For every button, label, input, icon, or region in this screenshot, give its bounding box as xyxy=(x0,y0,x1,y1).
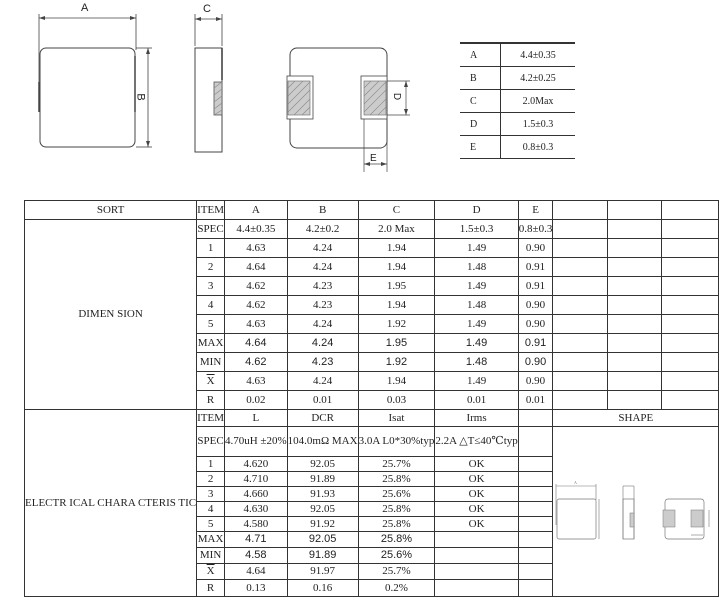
empty-cell xyxy=(518,548,553,564)
empty-cell xyxy=(435,532,518,548)
spec-row xyxy=(460,136,575,159)
col-header-a: A xyxy=(225,201,288,220)
row-label: 4 xyxy=(197,502,225,517)
empty-cell xyxy=(518,487,553,502)
label-e: E xyxy=(370,153,377,164)
empty-cell xyxy=(607,220,661,239)
cell: 1.49 xyxy=(435,239,518,258)
empty-cell xyxy=(518,580,553,597)
cell: 4.62 xyxy=(225,277,288,296)
cell: 0.91 xyxy=(518,277,553,296)
cell: 1.94 xyxy=(358,239,435,258)
empty-cell xyxy=(607,258,661,277)
electrical-header-row xyxy=(25,410,719,427)
empty-cell xyxy=(662,334,719,353)
cell: 4.620 xyxy=(225,457,288,472)
empty-cell xyxy=(435,564,518,580)
cell: 1.94 xyxy=(358,372,435,391)
sort-electrical: ELECTR ICAL CHARA CTERIS TIC xyxy=(25,410,197,597)
empty-cell xyxy=(435,548,518,564)
empty-cell xyxy=(553,334,607,353)
cell: 4.71 xyxy=(225,532,288,548)
cell: 4.710 xyxy=(225,472,288,487)
cell: 1.49 xyxy=(435,277,518,296)
cell: 1.5±0.3 xyxy=(435,220,518,239)
col-header-dcr: DCR xyxy=(287,410,358,427)
empty-cell xyxy=(662,239,719,258)
row-label: R xyxy=(197,391,225,410)
cell: 25.8% xyxy=(358,502,435,517)
cell: 4.4±0.35 xyxy=(225,220,288,239)
cell: 2.2A △T≤40℃typ xyxy=(435,427,518,457)
cell: 4.23 xyxy=(287,296,358,315)
col-header-b: B xyxy=(287,201,358,220)
cell: 1.49 xyxy=(435,372,518,391)
cell: 4.58 xyxy=(225,548,288,564)
empty-cell xyxy=(662,296,719,315)
empty-cell xyxy=(662,391,719,410)
row-label: MIN xyxy=(197,548,225,564)
cell: 1.94 xyxy=(358,258,435,277)
cell: 4.23 xyxy=(287,277,358,296)
cell: 4.63 xyxy=(225,239,288,258)
cell: 1.95 xyxy=(358,277,435,296)
table-row xyxy=(25,220,719,239)
bottom-view-drawing xyxy=(280,40,430,180)
empty-cell xyxy=(553,239,607,258)
cell: OK xyxy=(435,457,518,472)
cell: 1.94 xyxy=(358,296,435,315)
empty-cell xyxy=(518,564,553,580)
empty-cell xyxy=(518,457,553,472)
row-label: MAX xyxy=(197,334,225,353)
row-label: MIN xyxy=(197,353,225,372)
cell: 1.92 xyxy=(358,315,435,334)
col-header-l: L xyxy=(225,410,288,427)
label-b: B xyxy=(134,93,147,101)
cell: 4.63 xyxy=(225,315,288,334)
empty-cell xyxy=(553,391,607,410)
empty-cell xyxy=(553,277,607,296)
shape-header: SHAPE xyxy=(553,410,719,427)
cell: 4.70uH ±20% xyxy=(225,427,288,457)
cell: 0.8±0.3 xyxy=(518,220,553,239)
cell: 1.95 xyxy=(358,334,435,353)
label-d: D xyxy=(391,92,403,101)
spec-key: C xyxy=(460,90,501,113)
cell: 0.01 xyxy=(518,391,553,410)
cell: 4.62 xyxy=(225,296,288,315)
row-label: 2 xyxy=(197,258,225,277)
cell: 4.24 xyxy=(287,334,358,353)
row-label: R xyxy=(197,580,225,597)
row-label: $\overline{X}$ xyxy=(197,564,225,580)
row-label: 4 xyxy=(197,296,225,315)
cell: 1.92 xyxy=(358,353,435,372)
cell: 1.48 xyxy=(435,353,518,372)
cell: 1.48 xyxy=(435,296,518,315)
item-header: ITEM xyxy=(197,410,225,427)
cell: 2.0 Max xyxy=(358,220,435,239)
row-label: 5 xyxy=(197,517,225,532)
empty-cell xyxy=(553,201,607,220)
empty-cell xyxy=(607,372,661,391)
empty-cell xyxy=(553,296,607,315)
cell: 1.48 xyxy=(435,258,518,277)
cell: 4.64 xyxy=(225,564,288,580)
empty-cell xyxy=(553,353,607,372)
col-header-isat: Isat xyxy=(358,410,435,427)
cell: 91.92 xyxy=(287,517,358,532)
cell: 0.91 xyxy=(518,334,553,353)
col-header-d: D xyxy=(435,201,518,220)
row-label: 3 xyxy=(197,277,225,296)
spec-value: 4.4±0.35 xyxy=(501,43,576,67)
empty-cell xyxy=(518,472,553,487)
cell: 92.05 xyxy=(287,532,358,548)
empty-cell xyxy=(662,353,719,372)
empty-cell xyxy=(607,334,661,353)
cell: 0.02 xyxy=(225,391,288,410)
row-label: SPEC xyxy=(197,427,225,457)
cell: 25.6% xyxy=(358,487,435,502)
cell: 0.01 xyxy=(435,391,518,410)
cell: OK xyxy=(435,487,518,502)
sort-header: SORT xyxy=(25,201,197,220)
row-label: 2 xyxy=(197,472,225,487)
empty-cell xyxy=(607,201,661,220)
cell: 25.8% xyxy=(358,472,435,487)
spec-key: E xyxy=(460,136,501,159)
cell: 4.62 xyxy=(225,353,288,372)
spec-key: D xyxy=(460,113,501,136)
col-header-irms: Irms xyxy=(435,410,518,427)
item-header: ITEM xyxy=(197,201,225,220)
cell: 4.24 xyxy=(287,372,358,391)
empty-cell xyxy=(518,517,553,532)
spec-row xyxy=(460,43,575,67)
spec-row xyxy=(460,67,575,90)
cell: 25.7% xyxy=(358,457,435,472)
cell: 4.660 xyxy=(225,487,288,502)
cell: 4.64 xyxy=(225,334,288,353)
col-header-e: E xyxy=(518,201,553,220)
cell: 4.630 xyxy=(225,502,288,517)
cell: 25.7% xyxy=(358,564,435,580)
spec-key: B xyxy=(460,67,501,90)
cell: 0.01 xyxy=(287,391,358,410)
cell: 1.49 xyxy=(435,315,518,334)
row-label: 5 xyxy=(197,315,225,334)
empty-cell xyxy=(553,258,607,277)
empty-cell xyxy=(662,258,719,277)
cell: 4.2±0.2 xyxy=(287,220,358,239)
cell: 0.91 xyxy=(518,258,553,277)
spec-key: A xyxy=(460,43,501,67)
spec-value: 0.8±0.3 xyxy=(501,136,576,159)
cell: 91.89 xyxy=(287,472,358,487)
cell: 0.90 xyxy=(518,239,553,258)
empty-cell xyxy=(662,220,719,239)
empty-cell xyxy=(607,277,661,296)
cell: 4.63 xyxy=(225,372,288,391)
empty-cell xyxy=(553,220,607,239)
cell: 4.24 xyxy=(287,315,358,334)
cell: 1.49 xyxy=(435,334,518,353)
cell: 3.0A L0*30%typ xyxy=(358,427,435,457)
cell: 4.24 xyxy=(287,258,358,277)
cell: 4.580 xyxy=(225,517,288,532)
empty-cell xyxy=(518,502,553,517)
cell: 92.05 xyxy=(287,502,358,517)
sort-dimension: DIMEN SION xyxy=(25,220,197,410)
spec-row xyxy=(460,90,575,113)
header-row xyxy=(25,201,719,220)
label-c: C xyxy=(203,3,211,15)
cell: 0.90 xyxy=(518,372,553,391)
row-label: $\overline{X}$ xyxy=(197,372,225,391)
inspection-table xyxy=(24,200,719,597)
top-view-drawing xyxy=(30,0,200,160)
empty-cell xyxy=(607,315,661,334)
spec-value: 1.5±0.3 xyxy=(501,113,576,136)
empty-cell xyxy=(553,372,607,391)
shape-thumbnail-drawing xyxy=(553,480,718,540)
empty-cell xyxy=(662,201,719,220)
dimension-spec-table xyxy=(460,42,575,159)
row-label: 3 xyxy=(197,487,225,502)
cell: 91.93 xyxy=(287,487,358,502)
empty-cell xyxy=(662,277,719,296)
empty-cell xyxy=(553,315,607,334)
cell: 0.03 xyxy=(358,391,435,410)
cell: 4.24 xyxy=(287,239,358,258)
empty-cell xyxy=(607,296,661,315)
cell: 0.16 xyxy=(287,580,358,597)
empty-cell xyxy=(607,353,661,372)
cell: 104.0mΩ MAX xyxy=(287,427,358,457)
cell: 0.13 xyxy=(225,580,288,597)
cell: 25.6% xyxy=(358,548,435,564)
cell: OK xyxy=(435,502,518,517)
empty-cell xyxy=(607,239,661,258)
empty-cell xyxy=(607,391,661,410)
cell: 0.90 xyxy=(518,353,553,372)
row-label: MAX xyxy=(197,532,225,548)
cell: 92.05 xyxy=(287,457,358,472)
spec-value: 2.0Max xyxy=(501,90,576,113)
cell: 25.8% xyxy=(358,532,435,548)
cell: 0.90 xyxy=(518,315,553,334)
row-label: SPEC xyxy=(197,220,225,239)
row-label: 1 xyxy=(197,239,225,258)
cell: 4.64 xyxy=(225,258,288,277)
cell: 0.2% xyxy=(358,580,435,597)
svg-text:A: A xyxy=(574,480,578,485)
cell: 91.97 xyxy=(287,564,358,580)
empty-cell xyxy=(662,372,719,391)
cell: 4.23 xyxy=(287,353,358,372)
empty-cell xyxy=(518,410,553,427)
cell: OK xyxy=(435,517,518,532)
cell: 0.90 xyxy=(518,296,553,315)
shape-drawing-cell xyxy=(553,427,719,597)
spec-row xyxy=(460,113,575,136)
empty-cell xyxy=(435,580,518,597)
label-a: A xyxy=(81,2,89,14)
cell: 91.89 xyxy=(287,548,358,564)
side-view-drawing xyxy=(190,0,230,160)
empty-cell xyxy=(518,532,553,548)
cell: OK xyxy=(435,472,518,487)
cell: 25.8% xyxy=(358,517,435,532)
spec-value: 4.2±0.25 xyxy=(501,67,576,90)
row-label: 1 xyxy=(197,457,225,472)
empty-cell xyxy=(518,427,553,457)
empty-cell xyxy=(662,315,719,334)
col-header-c: C xyxy=(358,201,435,220)
